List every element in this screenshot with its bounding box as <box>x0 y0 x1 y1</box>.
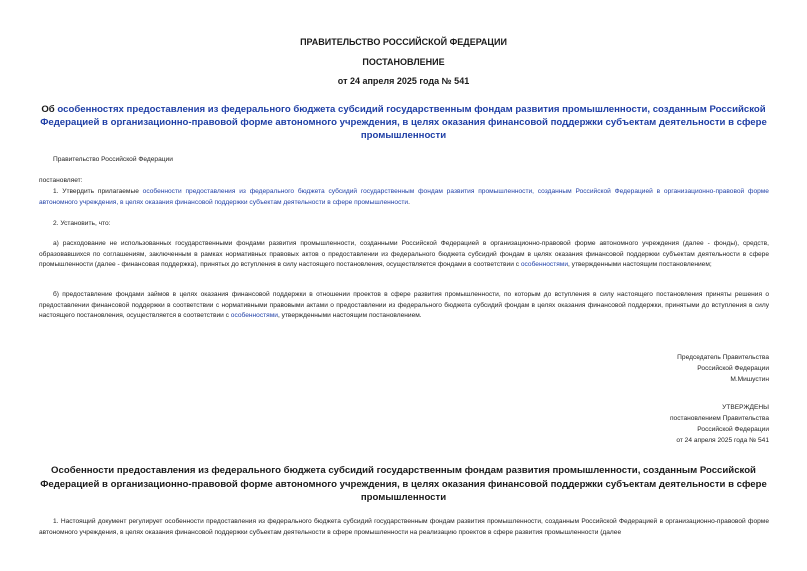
annex-paragraph-1: 1. Настоящий документ регулирует особенности предоставления из федерального бюджета субсидий государственным фондам развития промышленности, созданным Российской Федерацией в организационно-правовой форме автономного учреждения, в целях оказания финансовой поддержки субъектам деятельности в сфере промышленности на реализацию проектов в сфере развития промышленности (далее <box>39 518 769 536</box>
approved-line-2: постановлением Правительства <box>669 415 769 422</box>
annex-title: Особенности предоставления из федерального бюджета субсидий государственным фондам развития промышленности, созданным Российской Федерацией в организационно-правовой форме автономного учреждения, в целях оказания финансовой поддержки субъектам деятельности в сфере промышленности <box>40 465 767 503</box>
paragraph-a <box>39 239 769 271</box>
signature-line-2: Российской Федерации <box>697 365 769 372</box>
government-rf-line: Правительство Российской Федерации <box>53 156 173 163</box>
decree-heading: ПОСТАНОВЛЕНИЕ <box>362 57 445 67</box>
paragraph-b <box>39 290 769 322</box>
approved-block <box>670 402 769 446</box>
paragraph-1 <box>39 187 769 208</box>
paragraph-b-suffix: , утвержденными настоящим постановлением. <box>277 312 422 319</box>
signature-line-3: М.Мишустин <box>730 376 769 383</box>
approved-line-4: от 24 апреля 2025 года № 541 <box>676 437 769 444</box>
government-heading: ПРАВИТЕЛЬСТВО РОССИЙСКОЙ ФЕДЕРАЦИИ <box>300 37 507 47</box>
paragraph-a-suffix: , утвержденными настоящим постановлением; <box>568 261 712 268</box>
paragraph-a-prefix: а) расходование не использованных государственными фондами развития промышленности, созданными Российской Федерацией в организационно-правовой форме автономного учреждения (далее - фонды), средств, образовавшихся по соглашениям, заключенным в рамках нормативных правовых актов о предоставлении из федерального бюджета субсидий фондам в целях оказания финансовой поддержки субъектам деятельности в сфере промышленности (далее - финансовая поддержка), принятых до вступления в силу настоящего постановления, осуществляется фондами в соответствии с <box>39 240 769 268</box>
signature-block <box>677 352 769 385</box>
resolves-line: постановляет: <box>39 177 83 184</box>
paragraph-1-prefix: 1. Утвердить прилагаемые <box>53 188 143 195</box>
paragraph-1-link[interactable]: особенности предоставления из федерального бюджета субсидий государственным фондам развития промышленности, созданным Российской Федерацией в организационно-правовой форме автономного учреждения, в целях оказания финансовой поддержки субъектам деятельности в сфере промышленности <box>39 188 769 206</box>
paragraph-b-link[interactable]: особенностями <box>230 312 278 319</box>
decree-date-number: от 24 апреля 2025 года № 541 <box>337 76 470 86</box>
decree-title <box>40 103 767 142</box>
paragraph-1-suffix: . <box>408 198 410 206</box>
decree-title-prefix: Об <box>41 104 58 115</box>
paragraph-b-prefix: б) предоставление фондами займов в целях оказания финансовой поддержки в отношении проектов в сфере развития промышленности, по которым до вступления в силу настоящего постановления приняты решения о предоставлении финансовой поддержки в соответствии с нормативными правовыми актами о предоставлении из федерального бюджета субсидий фондам в целях оказания финансовой поддержки, принятыми до вступления в силу настоящего постановления, осуществляется в соответствии с <box>39 291 769 319</box>
signature-line-1: Председатель Правительства <box>677 354 769 361</box>
decree-title-link[interactable]: особенностях предоставления из федерального бюджета субсидий государственным фондам развития промышленности, созданным Российской Федерацией в организационно-правовой форме автономного учреждения, в целях оказания финансовой поддержки субъектам деятельности в сфере промышленности <box>40 104 767 141</box>
approved-line-1: УТВЕРЖДЕНЫ <box>722 404 769 411</box>
paragraph-a-link[interactable]: особенностями <box>520 261 569 268</box>
approved-line-3: Российской Федерации <box>697 426 769 433</box>
paragraph-2: 2. Установить, что: <box>53 220 111 227</box>
